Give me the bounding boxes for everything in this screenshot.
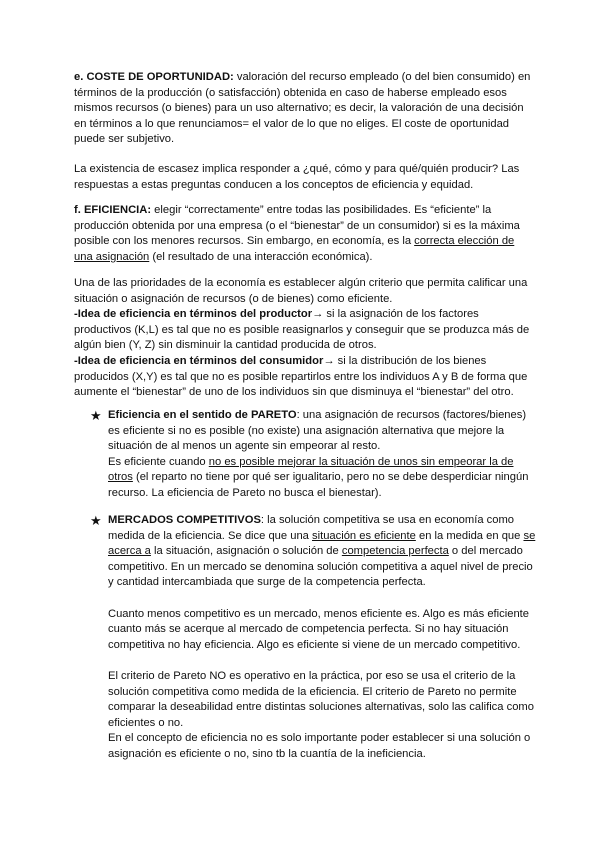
mercados-block <box>108 513 538 763</box>
pareto-definition <box>108 408 538 455</box>
mercados-paragraph-3: El criterio de Pareto NO es operativo en la práctica, por eso se usa el criterio de la solución competitiva como medida de la eficiencia. El criterio de Pareto no permite comparar la deseabilidad entre distintas soluciones alternativas, solo las califica como eficientes o no. <box>108 669 534 729</box>
mercados-heading: MERCADOS COMPETITIVOS <box>108 514 261 526</box>
mercados-star-icon: ★ <box>90 513 102 528</box>
mercados-definition <box>108 513 538 591</box>
mercados-text-2: en la medida en que <box>415 529 524 542</box>
criterio-consumidor <box>74 354 536 401</box>
criterio-productor <box>74 307 536 354</box>
eficiencia-text-1: elegir “correctamente” entre todas las posibilidades. Es “eficiente” la producción obtenida por una empresa (o el “bienestar” de un consumidor) si es la máxima posible con los menores recursos. Sin embargo, en economía, es la <box>74 204 520 248</box>
pareto-underlined: no es posible mejorar la situación de unos sin empeorar la de otros <box>108 455 514 484</box>
pareto-text-2b: (el reparto no tiene por qué ser igualitario, pero no se debe desperdiciar ningún recurso. La eficiencia de Pareto no busca el bienestar). <box>108 471 529 499</box>
productor-text: → si la asignación de los factores productivos (K,L) es tal que no es posible reasignarlos y conseguir que se produzca más de algún bien (Y, Z) sin disminuir la cantidad producida de otros. <box>74 308 530 352</box>
criterio-intro: Una de las prioridades de la economía es establecer algún criterio que permita calificar una situación o asignación de recursos (o de bienes) como eficiente. <box>74 277 528 305</box>
pareto-detail <box>108 455 538 502</box>
coste-oportunidad-paragraph <box>74 70 536 148</box>
consumidor-text: → si la distribución de los bienes producidos (X,Y) es tal que no es posible repartirlos entre los individuos A y B de forma que aumente el “bienestar” de uno de los individuos sin que disminuya el “bienestar” del otro. <box>74 354 528 399</box>
criterio-block <box>74 276 536 401</box>
pareto-text-2a: Es eficiente cuando <box>108 455 209 468</box>
pareto-heading: Eficiencia en el sentido de PARETO <box>108 409 297 421</box>
eficiencia-heading: f. EFICIENCIA: <box>74 204 152 216</box>
mercados-underlined-1: situación es eficiente <box>312 529 416 542</box>
eficiencia-paragraph <box>74 203 536 265</box>
coste-text: valoración del recurso empleado (o del bien consumido) en términos de la producción (o satisfacción) obtenida en caso de haberse empleado esos mismos recursos (o bienes) para un uso alternativo; es decir, la valoración de una decisión en términos a lo que renunciamos= el valor de lo que no eliges. El coste de oportunidad puede ser subjetivo. <box>74 71 531 146</box>
mercados-underlined-2: se acerca a <box>108 529 536 558</box>
mercados-underlined-3: competencia perfecta <box>341 545 449 558</box>
productor-heading: -Idea de eficiencia en términos del productor <box>74 308 313 321</box>
coste-heading: e. COSTE DE OPORTUNIDAD: <box>74 71 234 83</box>
mercados-text-1: : la solución competitiva se usa en economía como medida de la eficiencia. Se dice que una <box>108 514 515 542</box>
mercados-text-3: la situación, asignación o solución de <box>150 545 342 558</box>
pareto-text: : una asignación de recursos (factores/bienes) es eficiente si no es posible (no existe) una asignación alternativa que mejore la situación de al menos un agente sin empeorar al resto. <box>108 409 527 453</box>
pareto-block <box>108 408 538 502</box>
escasez-paragraph: La existencia de escasez implica responder a ¿qué, cómo y para qué/quién producir? Las respuestas a estas preguntas conducen a los conceptos de eficiencia y equidad. <box>74 163 520 191</box>
mercados-paragraph-4: En el concepto de eficiencia no es solo importante poder establecer si una solución o asignación es eficiente o no, sino tb la cuantía de la ineficiencia. <box>108 732 531 760</box>
consumidor-heading: -Idea de eficiencia en términos del consumidor <box>74 354 324 367</box>
eficiencia-text-2: (el resultado de una interacción económica). <box>149 250 373 263</box>
mercados-paragraph-2: Cuanto menos competitivo es un mercado, menos eficiente es. Algo es más eficiente cuanto más se acerque al mercado de competencia perfecta. Si no hay situación competitiva no hay eficiencia. Algo es eficiente si viene de un mercado competitivo. <box>108 607 529 651</box>
eficiencia-underlined: correcta elección de una asignación <box>74 235 515 263</box>
pareto-star-icon: ★ <box>90 408 102 423</box>
mercados-text-4: o del mercado competitivo. En un mercado se denomina solución competitiva a aquel nivel de precio y cantidad intercambiada que surge de la competencia perfecta. <box>108 545 533 589</box>
